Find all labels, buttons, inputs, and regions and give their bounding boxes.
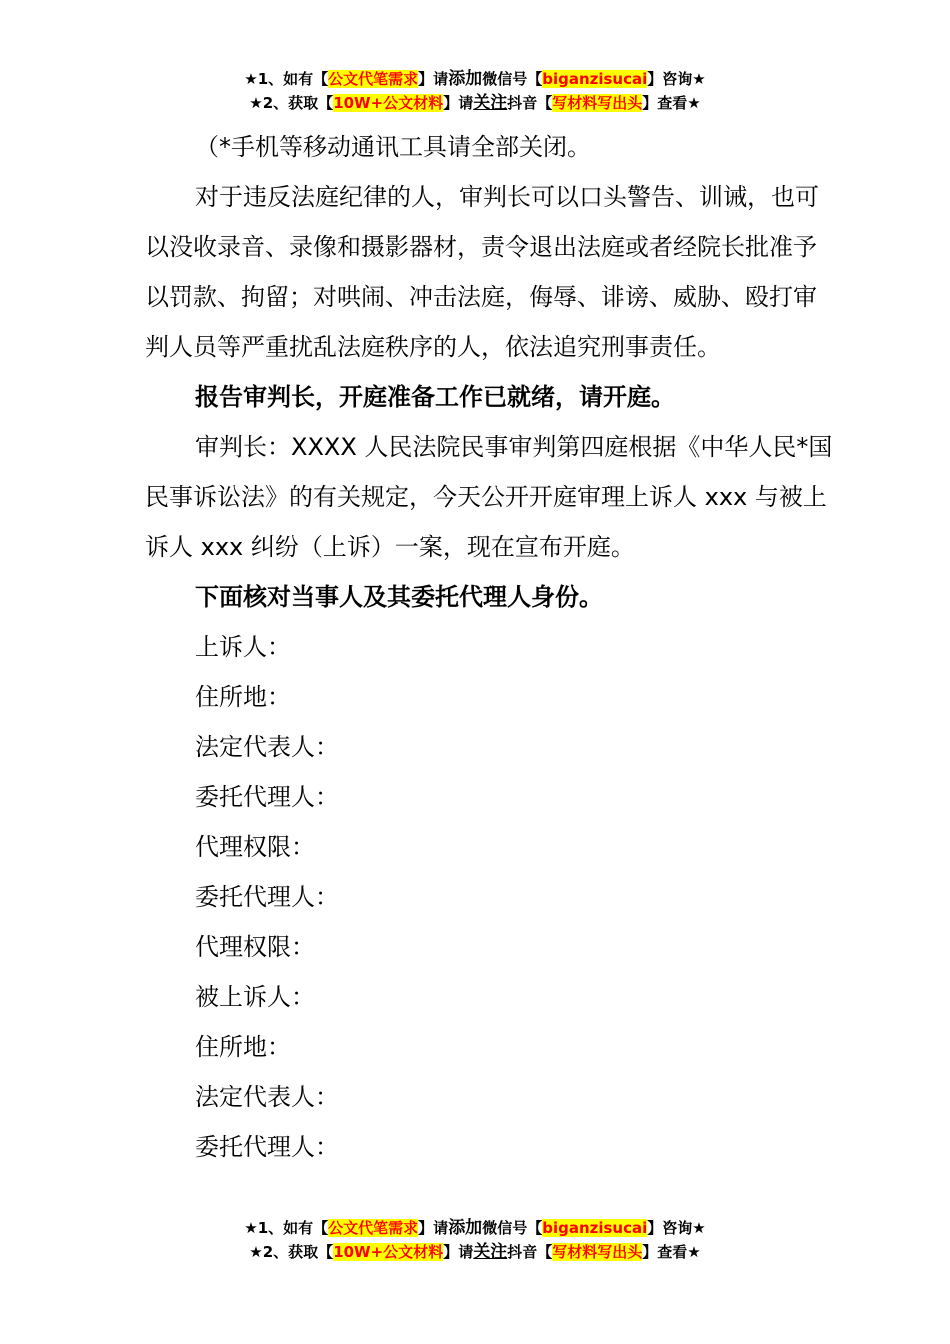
banner-douyin-id: 写材料写出头: [552, 94, 643, 112]
header-banner: [0, 67, 950, 115]
document-body: [145, 122, 835, 1172]
bold-paragraph: 下面核对当事人及其委托代理人身份。: [195, 583, 603, 611]
footer-banner: [0, 1216, 950, 1264]
bold-paragraph: 报告审判长，开庭准备工作已就绪，请开庭。: [195, 383, 675, 411]
paragraph: 对于违反法庭纪律的人，审判长可以口头警告、训诫，也可以没收录音、录像和摄影器材，责令退出法庭或者经院长批准予以罚款、拘留；对哄闹、冲击法庭，侮辱、诽谤、威胁、殴打审判人员等严重扰乱法庭秩序的人，依法追究刑事责任。: [145, 183, 819, 361]
paragraph: 审判长：XXXX 人民法院民事审判第四庭根据《中华人民*国民事诉讼法》的有关规定，今天公开开庭审理上诉人 xxx 与被上诉人 xxx 纠纷（上诉）一案，现在宣布开庭。: [145, 433, 833, 561]
banner-highlight: 10W+公文材料: [333, 94, 444, 112]
field-label: 住所地：: [195, 683, 291, 711]
field-label: 委托代理人：: [195, 783, 339, 811]
banner-line-2: ★2、获取【10W+公文材料】请关注抖音【写材料写出头】查看★: [249, 93, 701, 113]
field-label: 委托代理人：: [195, 883, 339, 911]
field-label: 上诉人：: [195, 633, 291, 661]
banner-highlight: 10W+公文材料: [333, 1243, 444, 1261]
banner-wechat-id: biganzisucai: [542, 70, 648, 88]
banner-douyin-id: 写材料写出头: [552, 1243, 643, 1261]
banner-wechat-id: biganzisucai: [542, 1219, 648, 1237]
field-label: 代理权限：: [195, 833, 315, 861]
field-label: 被上诉人：: [195, 983, 315, 1011]
field-label: 法定代表人：: [195, 733, 339, 761]
banner-line-1: ★1、如有【公文代笔需求】请添加微信号【biganzisucai】咨询★: [244, 69, 706, 89]
paragraph: （*手机等移动通讯工具请全部关闭。: [195, 133, 591, 161]
banner-line-2: ★2、获取【10W+公文材料】请关注抖音【写材料写出头】查看★: [249, 1242, 701, 1262]
field-label: 法定代表人：: [195, 1083, 339, 1111]
banner-highlight: 公文代笔需求: [328, 1219, 419, 1237]
banner-highlight: 公文代笔需求: [328, 70, 419, 88]
field-label: 住所地：: [195, 1033, 291, 1061]
field-label: 代理权限：: [195, 933, 315, 961]
banner-line-1: ★1、如有【公文代笔需求】请添加微信号【biganzisucai】咨询★: [244, 1218, 706, 1238]
field-label: 委托代理人：: [195, 1133, 339, 1161]
